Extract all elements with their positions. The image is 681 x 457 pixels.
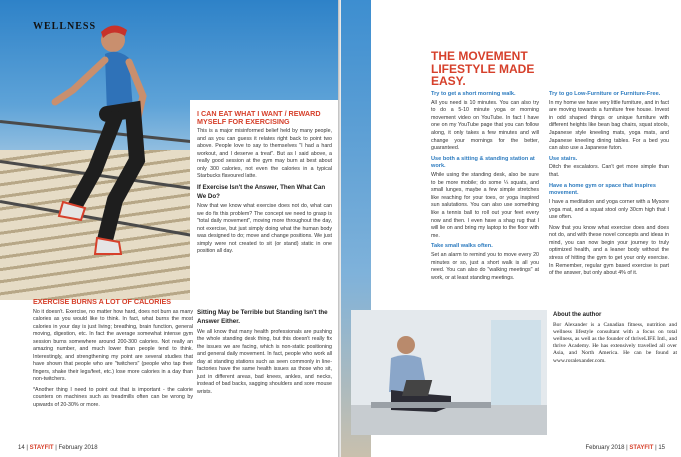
- subheading: Sitting May be Terrible but Standing Isn't the Answer Either.: [197, 309, 328, 325]
- man-on-laptop-illustration: [351, 310, 547, 435]
- brand: STAYFIT: [29, 445, 54, 451]
- heading-calories: EXERCISE BURNS A LOT OF CALORIES: [33, 297, 172, 306]
- tip-text: Set an alarm to remind you to move every 20 minutes or so, just a short walk is all you need. You can also do "walking meetings" at work, or at least standing meetings.: [431, 252, 539, 281]
- tip-text: While using the standing desk, also be sure to be more mobile; do some ¼ squats, and small lunges, maybe a few simple stretches like reaching for your toes, or yoga inspired sun salutations. You can also use something like a tennis ball to roll out your feet every now and then. I even have a shag rug that I will lie on and bring my laptop to the floor with me.: [431, 172, 539, 239]
- tip-text: All you need is 10 minutes. You can also try to do a 5-10 minute yoga or morning movement video on YouTube. In fact I have one on my YouTube page that you can follow along, it only takes a few minutes and will change your mornings for the better, guaranteed.: [431, 99, 539, 152]
- tip-text: Ditch the escalators. Can't get more simple than that.: [549, 164, 669, 178]
- author-box: [553, 312, 677, 365]
- folio-right: February 2018 | STAYFIT | 15: [585, 445, 665, 451]
- page-title: THE MOVEMENT LIFESTYLE MADE EASY.: [431, 49, 535, 89]
- column-b: [549, 88, 669, 281]
- column-bottom-right: [197, 306, 332, 399]
- tip-text: In my home we have very little furniture, and in fact are moving towards a furniture free house. Invest in odd shaped things or unique furniture with different heights like bean bag chairs, squat stools, Japanese style kneeling mats, yoga mats, and Japanese kneeling dining tables. For a bed you can also use a Japanese futon.: [549, 99, 669, 152]
- paragraph: *Another thing I need to point out that is important - the calorie counters on machines such as treadmills often can be wrong by upwards of 20-30% or more.: [33, 386, 193, 408]
- paragraph: We all know that many health professionals are pushing the whole standing desk thing, but this doesn't really fix the issues we are facing, which is non-static positioning and general daily movement. In fact, people who work all day at standing stations such as seen commonly in line-factories have the same health issues as those who sit, just in different areas, bad knees, ankles, and necks, instead of bad backs, sagging shoulders and sore mouse wrists.: [197, 328, 332, 395]
- author-bio: Bor Alexander is a Canadian fitness, nutrition and wellness lifestyle consultant with a focus on total wellness, as well as the founder of thriveLIFE Intl., and thrive Academy. He has extensively travelled all over Asia, and North America. He can be found at www.roralexander.com.: [553, 321, 677, 364]
- column-bottom-left: [33, 298, 193, 412]
- tip-heading: Take small walks often.: [431, 243, 493, 250]
- column-a: [431, 88, 539, 285]
- subheading: If Exercise Isn't the Answer, Then What Can We Do?: [197, 183, 326, 200]
- tip-heading: Use stairs.: [549, 155, 578, 162]
- right-page: [341, 0, 681, 457]
- brand: STAYFIT: [629, 445, 654, 451]
- left-page: [0, 0, 340, 457]
- paragraph: No it doesn't. Exercise, no matter how hard, does not burn as many calories as you would like to think. In fact, what burns the most calories in your day is just living; breathing, brain function, general moving, digestion, etc. In fact the average somewhat intense gym session burns somewhere around 200-300 calories. Not really an amazing number, and much lower than people tend to think. Interestingly, and strengthening my point are several studies that have shown that people who are "twitchers" (people who tap their fingers, shake their legs/feet, etc.) lose more calories in a day than non-twitchers.: [33, 308, 193, 383]
- runner-figure: [45, 10, 165, 290]
- paragraph: This is a major misinformed belief held by many people, and as you can guess it relates right back to point two above. People love to say to themselves "I had a hard workout, and I deserve a treat". But as I said above, a really good session at the gym may burn at best about only 300 calories, not even the calories in a typical Starbucks flavoured latte.: [197, 128, 332, 180]
- office-photo: [351, 310, 547, 435]
- tip-heading: Use both a sitting & standing station at work.: [431, 155, 535, 170]
- closing-text: Now that you know what exercise does and does not do, and with these novel concepts and ideas in mind, you can now begin your journey to truly optimized health, and a leaner body without the stress of hitting the gym to get your only exercise. In Remember, regular gym based exercise is part of the answer, but only about 4% of it.: [549, 224, 669, 277]
- column-top-right: [197, 110, 332, 259]
- section-label: WELLNESS: [33, 21, 97, 32]
- tip-heading: Try to go Low-Furniture or Furniture-Free.: [549, 91, 661, 97]
- tip-heading: Try to get a short morning walk.: [431, 91, 516, 97]
- author-heading: About the author: [553, 312, 602, 318]
- heading-reward: I CAN EAT WHAT I WANT / REWARD MYSELF FOR EXERCISING: [197, 109, 321, 126]
- tip-heading: Have a home gym or space that inspires movement.: [549, 182, 656, 197]
- tip-text: I have a meditation and yoga corner with a Mysore yoga mat, and a squat stool only 30cm high that I use often.: [549, 199, 669, 221]
- paragraph: Now that we know what exercise does not do, what can we do fix this problem? The concept we need to grasp is "total daily movement", moving more throughout the day, not exercise, but just simply doing what the human body was designed to do; move and change positions. We just simply were not created to sit (or stand) static in one position all day.: [197, 203, 332, 255]
- folio-left: 14 | STAYFIT | February 2018: [18, 445, 98, 451]
